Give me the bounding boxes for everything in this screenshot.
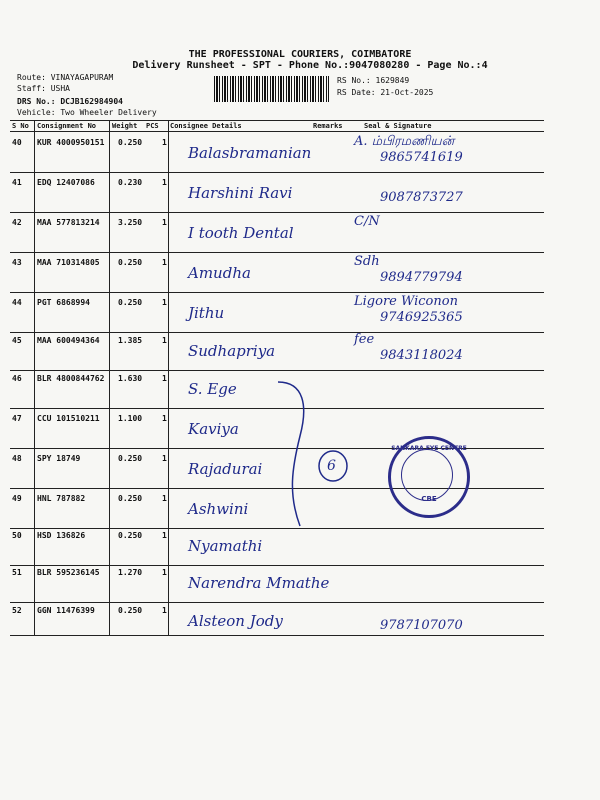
row-weight: 0.230 xyxy=(118,178,143,187)
row-consignment: MAA 710314805 xyxy=(37,258,100,267)
table-row xyxy=(10,212,544,253)
row-consignment: HSD 136826 xyxy=(37,531,86,540)
barcode xyxy=(214,76,329,102)
rs-date: RS Date: 21-Oct-2025 xyxy=(337,88,434,97)
row-consignment: HNL 787882 xyxy=(37,494,86,503)
row-sno: 48 xyxy=(12,454,22,463)
row-consignment: GGN 11476399 xyxy=(37,606,95,615)
handwritten-signature: fee xyxy=(354,332,375,347)
bracket-scribble xyxy=(260,376,320,531)
table-row xyxy=(10,525,544,566)
company-title: THE PROFESSIONAL COURIERS, COIMBATORE xyxy=(188,49,412,60)
handwritten-consignee: Amudha xyxy=(188,264,251,282)
row-sno: 46 xyxy=(12,374,22,383)
row-weight: 1.385 xyxy=(118,336,143,345)
row-sno: 52 xyxy=(12,606,22,615)
row-consignment: BLR 4800844762 xyxy=(37,374,105,383)
handwritten-consignee: Narendra Mmathe xyxy=(188,574,330,592)
handwritten-consignee: Harshini Ravi xyxy=(188,184,293,202)
table-top-border xyxy=(10,120,544,121)
handwritten-consignee: Rajadurai xyxy=(188,460,263,478)
row-consignment: CCU 101510211 xyxy=(37,414,100,423)
handwritten-phone: 9865741619 xyxy=(380,150,463,165)
handwritten-consignee: Balasbramanian xyxy=(188,144,312,162)
table-row xyxy=(10,292,544,333)
row-consignment: PGT 6868994 xyxy=(37,298,90,307)
runsheet-subtitle: Delivery Runsheet - SPT - Phone No.:9047080280 - Page No.:4 xyxy=(132,60,488,71)
table-row xyxy=(10,252,544,293)
row-sno: 42 xyxy=(12,218,22,227)
handwritten-signature: Ligore Wiconon xyxy=(354,294,458,309)
row-pcs: 1 xyxy=(162,298,167,307)
col-sno: S No xyxy=(12,122,29,130)
row-pcs: 1 xyxy=(162,336,167,345)
row-pcs: 1 xyxy=(162,258,167,267)
row-pcs: 1 xyxy=(162,178,167,187)
handwritten-consignee: Kaviya xyxy=(188,420,239,438)
row-pcs: 1 xyxy=(162,138,167,147)
table-row xyxy=(10,562,544,603)
handwritten-phone: 9787107070 xyxy=(380,618,463,633)
col-seal: Seal & Signature xyxy=(364,122,432,130)
row-pcs: 1 xyxy=(162,494,167,503)
row-weight: 1.270 xyxy=(118,568,143,577)
row-pcs: 1 xyxy=(162,374,167,383)
row-pcs: 1 xyxy=(162,218,167,227)
col-pcs: PCS xyxy=(146,122,159,130)
row-weight: 3.250 xyxy=(118,218,143,227)
route-label: Route: VINAYAGAPURAM xyxy=(17,73,114,82)
row-consignment: KUR 4000950151 xyxy=(37,138,105,147)
row-sno: 49 xyxy=(12,494,22,503)
row-pcs: 1 xyxy=(162,531,167,540)
handwritten-consignee: Ashwini xyxy=(188,500,249,518)
table-row xyxy=(10,600,544,636)
circled-count: 6 xyxy=(327,458,336,474)
col-consignee: Consignee Details xyxy=(170,122,242,130)
stamp-bottom-text: CBE xyxy=(421,495,437,503)
stamp-top-text: SANKARA EYE CENTRE xyxy=(391,445,467,452)
row-sno: 47 xyxy=(12,414,22,423)
row-weight: 0.250 xyxy=(118,258,143,267)
table-row xyxy=(10,132,544,173)
row-weight: 0.250 xyxy=(118,298,143,307)
row-pcs: 1 xyxy=(162,454,167,463)
staff-label: Staff: USHA xyxy=(17,84,70,93)
stamp-inner-ring xyxy=(401,449,453,501)
row-sno: 41 xyxy=(12,178,22,187)
row-sno: 40 xyxy=(12,138,22,147)
row-weight: 1.100 xyxy=(118,414,143,423)
handwritten-consignee: Nyamathi xyxy=(188,537,263,555)
drs-label: DRS No.: DCJB162984904 xyxy=(17,97,123,106)
row-sno: 51 xyxy=(12,568,22,577)
row-weight: 0.250 xyxy=(118,606,143,615)
handwritten-consignee: S. Ege xyxy=(188,380,237,398)
row-pcs: 1 xyxy=(162,568,167,577)
row-weight: 1.630 xyxy=(118,374,143,383)
handwritten-consignee: I tooth Dental xyxy=(188,224,294,242)
row-consignment: MAA 577813214 xyxy=(37,218,100,227)
row-sno: 43 xyxy=(12,258,22,267)
row-sno: 50 xyxy=(12,531,22,540)
table-row xyxy=(10,330,544,371)
handwritten-phone: 9746925365 xyxy=(380,310,463,325)
row-weight: 0.250 xyxy=(118,494,143,503)
col-remarks: Remarks xyxy=(313,122,343,130)
row-pcs: 1 xyxy=(162,606,167,615)
handwritten-phone: 9843118024 xyxy=(380,348,463,363)
handwritten-signature: C/N xyxy=(354,214,380,229)
handwritten-consignee: Sudhapriya xyxy=(188,342,276,360)
row-weight: 0.250 xyxy=(118,531,143,540)
seal-stamp xyxy=(388,436,470,518)
row-weight: 0.250 xyxy=(118,138,143,147)
row-consignment: BLR 595236145 xyxy=(37,568,100,577)
handwritten-consignee: Alsteon Jody xyxy=(188,612,283,630)
row-pcs: 1 xyxy=(162,414,167,423)
handwritten-signature: Sdh xyxy=(354,254,380,269)
col-weight: Weight xyxy=(112,122,138,130)
row-consignment: MAA 600494364 xyxy=(37,336,100,345)
table-row xyxy=(10,172,544,213)
row-consignment: SPY 18749 xyxy=(37,454,81,463)
vehicle-label: Vehicle: Two Wheeler Delivery xyxy=(17,108,157,117)
rs-number: RS No.: 1629849 xyxy=(337,76,410,85)
handwritten-phone: 9087873727 xyxy=(380,190,463,205)
handwritten-phone: 9894779794 xyxy=(380,270,463,285)
handwritten-consignee: Jithu xyxy=(188,304,225,322)
row-sno: 44 xyxy=(12,298,22,307)
row-consignment: EDQ 12407086 xyxy=(37,178,95,187)
handwritten-signature: A. ம்பிரமணியன் xyxy=(354,134,455,149)
row-sno: 45 xyxy=(12,336,22,345)
row-weight: 0.250 xyxy=(118,454,143,463)
col-consignment: Consignment No xyxy=(37,122,97,130)
